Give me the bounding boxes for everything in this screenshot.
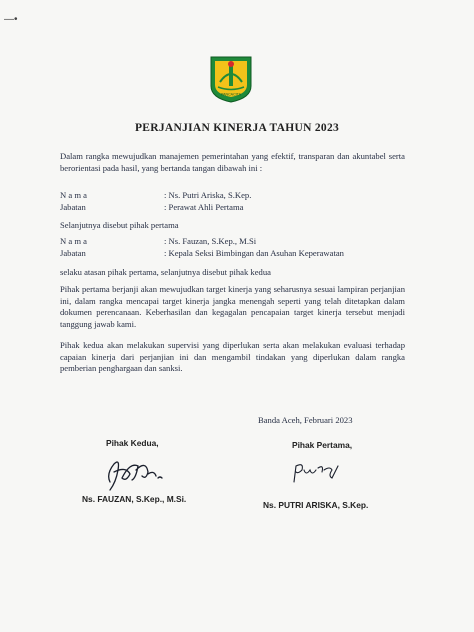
logo-caption: PANCACITA [220,92,242,97]
party2-note: selaku atasan pihak pertama, selanjutnya disebut pihak kedua [60,267,271,277]
party1-name-row [60,190,251,202]
party1-name-label: N a m a [60,190,87,200]
party1-job-row [60,202,243,214]
party2-job-value: : Kepala Seksi Bimbingan dan Asuhan Keperawatan [164,248,344,258]
aceh-emblem-logo [208,54,254,104]
party1-job-value: : Perawat Ahli Pertama [164,202,244,212]
document-title: PERJANJIAN KINERJA TAHUN 2023 [134,122,340,134]
supervision-paragraph: Pihak kedua akan melakukan supervisi yang diperlukan serta akan melakukan evaluasi terhadap capaian kinerja dari perjanjian ini dan mengambil tindakan yang diperlukan dalam rangka pemberian penghargaan dan sanksi. [60,340,405,374]
sign-left-name: Ns. FAUZAN, S.Kep., M.Si. [82,494,187,504]
scan-mark: —• [4,14,18,25]
sign-left-label: Pihak Kedua, [106,438,159,448]
party2-job-row [60,248,344,260]
party2-name-label: N a m a [60,236,87,246]
sign-right-name: Ns. PUTRI ARISKA, S.Kep. [263,500,369,510]
place-date: Banda Aceh, Februari 2023 [258,415,353,425]
party1-name-value: : Ns. Putri Ariska, S.Kep. [164,190,252,200]
commitment-paragraph: Pihak pertama berjanji akan mewujudkan target kinerja yang seharusnya sesuai lampiran perjanjian ini, dalam rangka mencapai target kinerja jangka menengah seperti yang telah ditetapkan dalam dokumen perencanaan. Keberhasilan dan kegagalan pencapaian target kinerja tersebut menjadi tanggung jawab kami. [60,284,405,329]
party2-job-label: Jabatan [60,248,86,258]
intro-paragraph: Dalam rangka mewujudkan manajemen pemerintahan yang efektif, transparan dan akuntabel serta berorientasi pada hasil, yang bertanda tangan dibawah ini : [60,151,405,173]
party1-job-label: Jabatan [60,202,86,212]
sign-right-label: Pihak Pertama, [292,440,353,450]
signature-left [96,452,176,494]
party2-name-row [60,236,256,248]
signature-right [288,458,344,488]
party1-note: Selanjutnya disebut pihak pertama [60,220,179,230]
party2-name-value: : Ns. Fauzan, S.Kep., M.Si [164,236,257,246]
